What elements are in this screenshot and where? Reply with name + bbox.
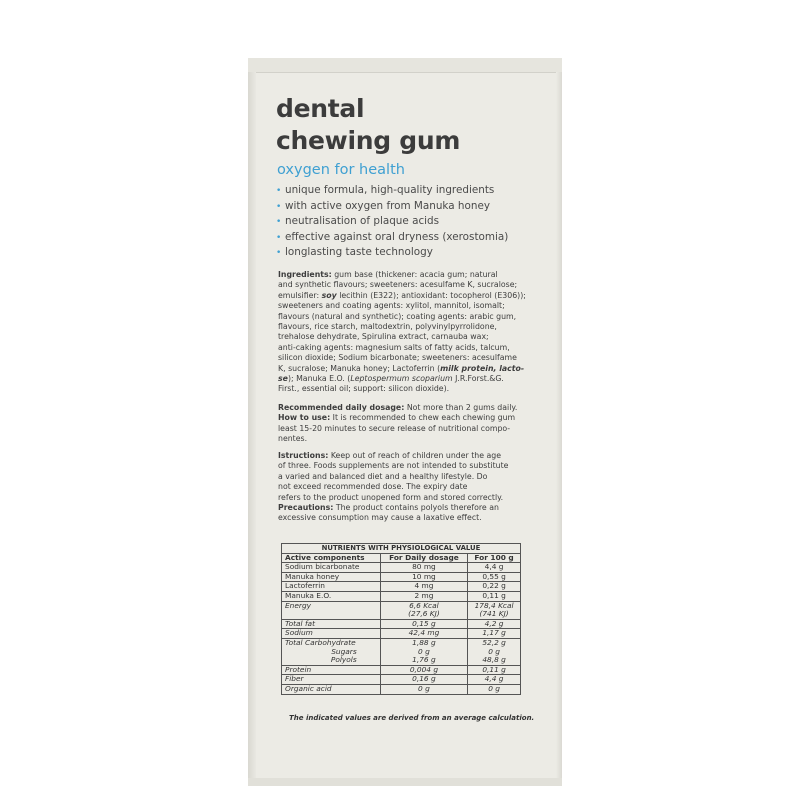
table-row: Total fat 0,15 g 4,2 g (282, 619, 521, 629)
product-subtitle: oxygen for health (277, 162, 405, 178)
feature-item: • with active oxygen from Manuka honey (276, 199, 508, 215)
package-left-edge (248, 72, 256, 784)
bullet-icon: • (276, 201, 282, 212)
ingredients-block: Ingredients: gum base (thickener: acacia gum; natural and synthetic flavours; sweeteners: acesulfame K, sucralose; emulsifier: soy lecithin (E322); antioxidant: tocopherol (E306)); sweeteners and coating agents: xylitol, mannitol, isomalt; flavours (natural and synthetic); coating agents: arabic gum, flavours, rice starch, maltodextrin, polyvinylpyrrolidone, trehalose dehydrate, Spirulina extract, carnauba wax; anti-caking agents: magnesium salts of fatty acids, talcum, silicon dioxide; Sodium bicarbonate; sweeteners: acesulfame K, sucralose; Manuka honey; Lactoferrin (milk protein, lacto- se); Manuka E.O. (Leptospermum scoparium J.R.Forst.&G. First., essential oil; support: silicon dioxide). (278, 270, 526, 394)
bullet-icon: • (276, 217, 282, 228)
feature-item: • unique formula, high-quality ingredients (276, 183, 508, 199)
nutrition-table-title: NUTRIENTS WITH PHYSIOLOGICAL VALUE (282, 544, 521, 554)
nutrition-table (281, 543, 521, 695)
table-row: Organic acid 0 g 0 g (282, 684, 521, 694)
nutrition-footnote: The indicated values are derived from an average calculation. (289, 714, 535, 722)
bullet-icon: • (276, 232, 282, 243)
table-row: Manuka E.O. 2 mg 0,11 g (282, 591, 521, 601)
bullet-icon: • (276, 186, 282, 196)
bullet-icon: • (276, 248, 282, 259)
table-row: Lactoferrin 4 mg 0,22 g (282, 582, 521, 592)
dosage-block: Recommended daily dosage: Not more than 2 gums daily. How to use: It is recommended to chew each chewing gum least 15-20 minutes to secure release of nutritional compo- nentes. (278, 403, 518, 444)
table-row: Manuka honey 10 mg 0,55 g (282, 572, 521, 582)
feature-item: • effective against oral dryness (xerostomia) (276, 230, 508, 246)
feature-list (276, 183, 508, 261)
feature-item: • neutralisation of plaque acids (276, 214, 508, 230)
package-bottom-edge (248, 778, 562, 786)
product-title-line2: chewing gum (276, 126, 461, 155)
feature-item: • longlasting taste technology (276, 245, 508, 261)
table-row-energy: Energy 6,6 Kcal (27,6 KJ) 178,4 Kcal (741 KJ) (282, 601, 521, 619)
instructions-block: Istructions: Keep out of reach of children under the age of three. Foods supplements are not intended to substitute a varied and balanced diet and a healthy lifestyle. Do not exceed recommended dose. The expiry date refers to the product unopened form and stored correctly. Precautions: The product contains polyols therefore an excessive consumption may cause a laxative effect. (278, 451, 509, 523)
table-row: Sodium 42,4 mg 1,17 g (282, 629, 521, 639)
product-title (276, 93, 460, 157)
package-right-edge (556, 72, 562, 784)
product-title-line1: dental (276, 94, 365, 123)
table-header-row: Active components For Daily dosage For 100 g (282, 553, 521, 563)
table-row: Sodium bicarbonate 80 mg 4,4 g (282, 563, 521, 573)
package-top-flap (248, 58, 562, 73)
table-row-carbohydrate: Total Carbohydrate Sugars Polyols 1,88 g 0 g 1,76 g 52,2 g 0 g 48,8 g (282, 638, 521, 665)
table-row: Fiber 0,16 g 4,4 g (282, 675, 521, 685)
table-row: Protein 0,004 g 0,11 g (282, 665, 521, 675)
